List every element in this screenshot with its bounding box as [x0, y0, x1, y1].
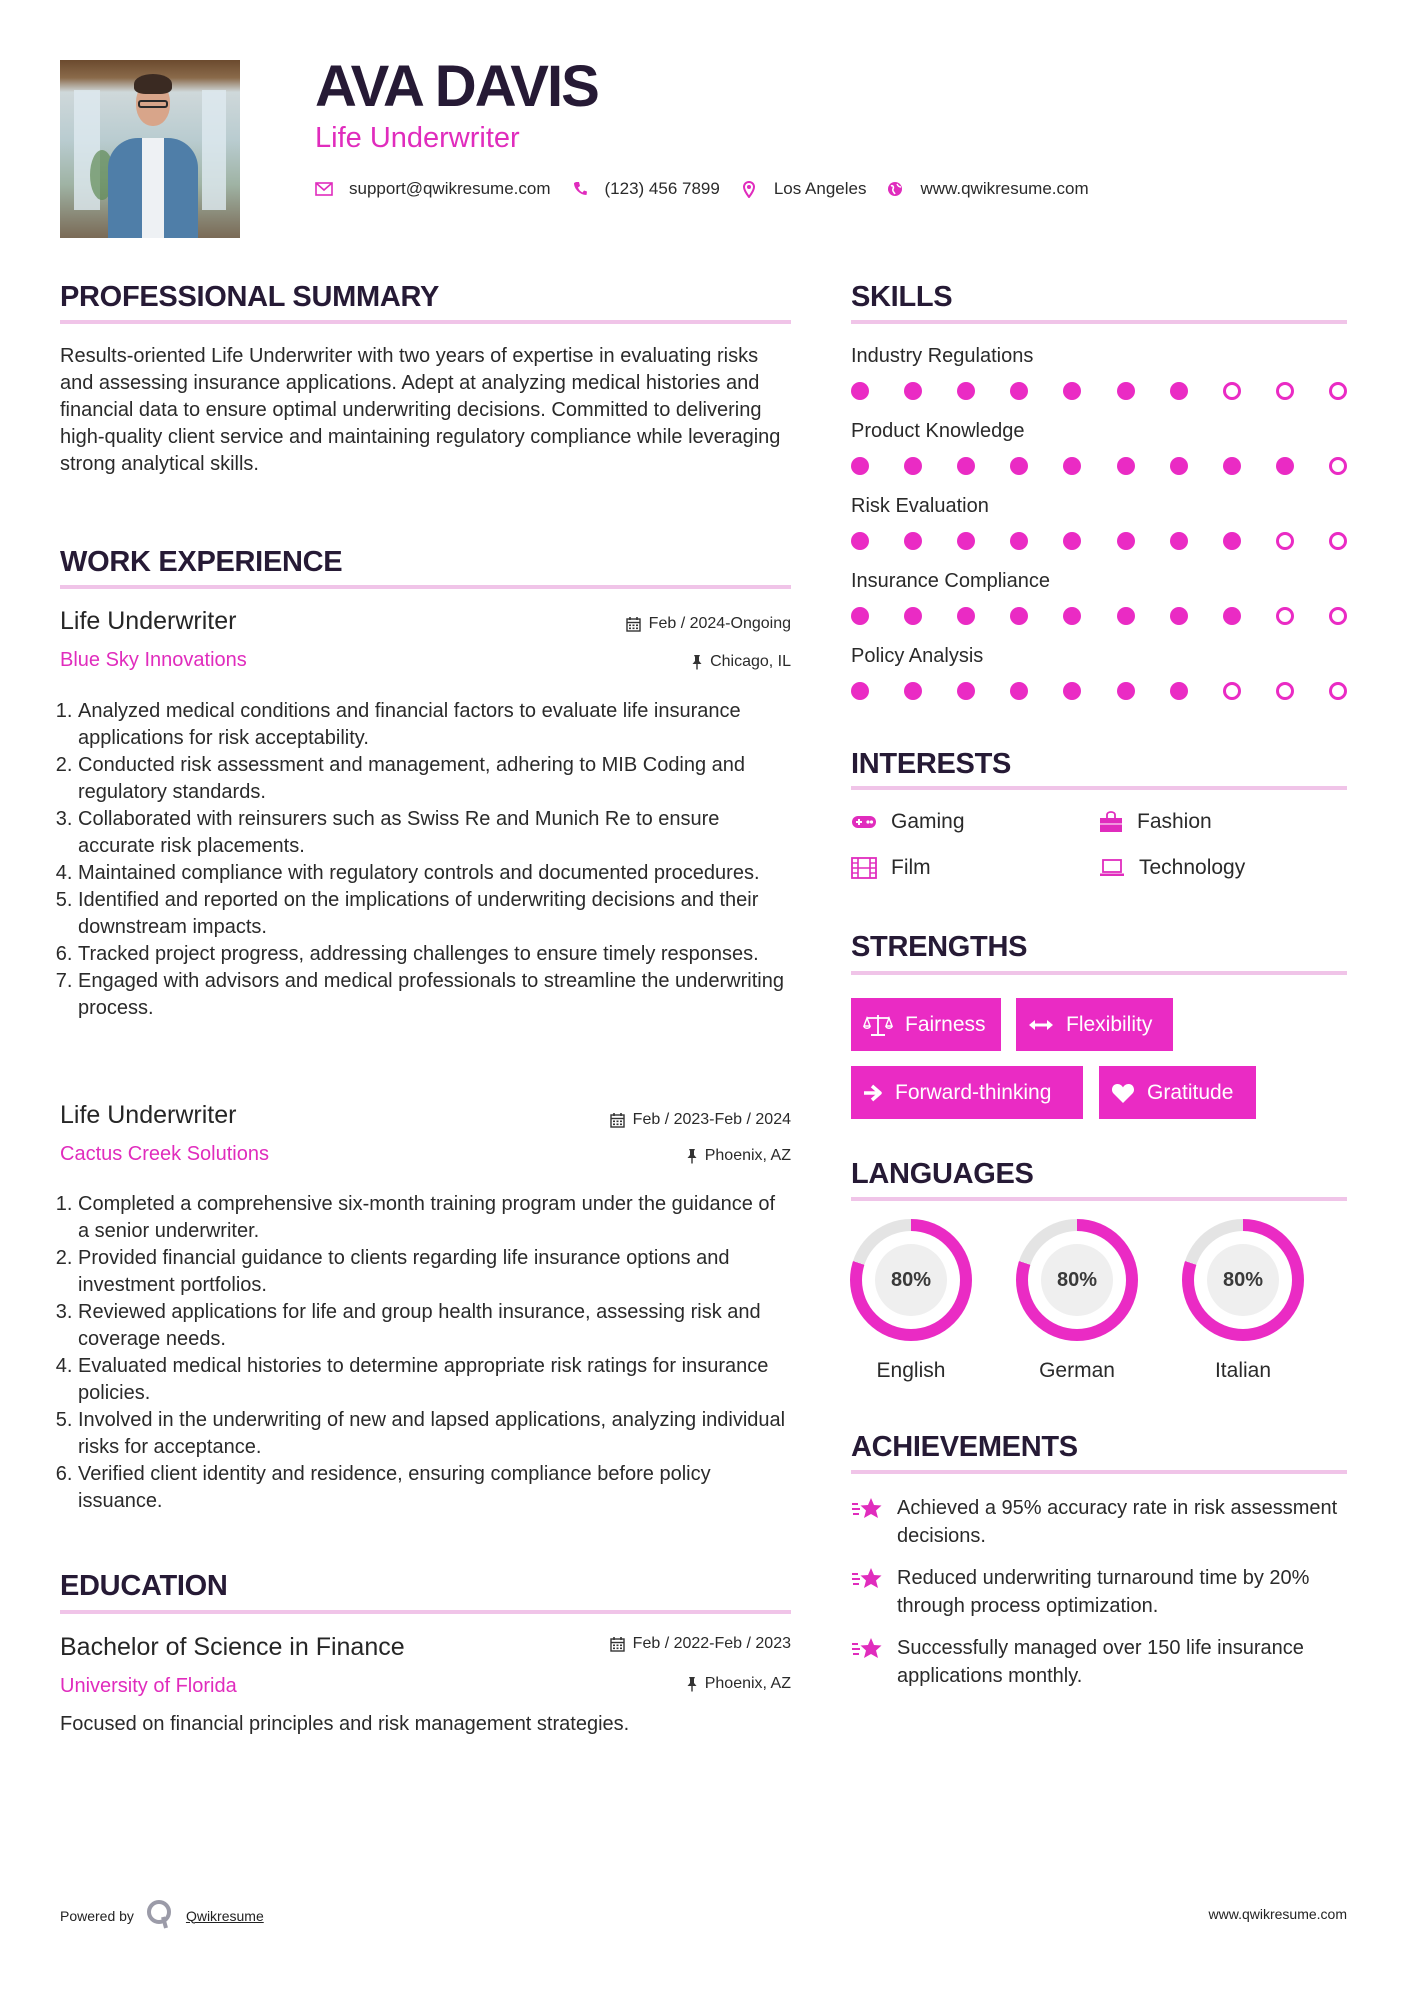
job-entry-2	[60, 1103, 791, 1515]
arrow-right-icon	[863, 1084, 883, 1102]
section-title-skills: SKILLS	[851, 281, 953, 313]
skill-rating	[851, 682, 1347, 700]
interest-gaming	[851, 810, 965, 834]
section-title-achievements: ACHIEVEMENTS	[851, 1431, 1078, 1463]
education-dates-text: Feb / 2022-Feb / 2023	[632, 1635, 791, 1652]
interest-fashion	[1099, 810, 1212, 834]
skill-dot-filled	[851, 607, 869, 625]
skill-rating	[851, 607, 1347, 625]
language-progress-ring	[1016, 1219, 1138, 1341]
interest-label: Gaming	[891, 810, 965, 833]
achievement-item	[851, 1494, 1347, 1550]
skill-name: Industry Regulations	[851, 345, 1034, 367]
section-title-strengths: STRENGTHS	[851, 931, 1028, 963]
interest-label: Film	[891, 856, 931, 879]
strength-tag-forward-thinking	[851, 1066, 1083, 1119]
contact-location-text: Los Angeles	[773, 179, 867, 198]
skill-dot-empty	[1223, 682, 1241, 700]
skill-dot-empty	[1223, 382, 1241, 400]
skill-dot-filled	[851, 532, 869, 550]
contact-bar	[315, 179, 1109, 199]
shooting-star-icon	[851, 1566, 883, 1592]
skill-dot-filled	[1117, 607, 1135, 625]
job-bullet: 2. Conducted risk assessment and management, adhering to MIB Coding and regulatory standards.	[78, 752, 791, 806]
contact-phone-text: (123) 456 7899	[604, 179, 720, 198]
strength-tag-gratitude	[1099, 1066, 1256, 1119]
language-progress-ring	[850, 1219, 972, 1341]
skill-dot-empty	[1276, 607, 1294, 625]
skill-item	[851, 571, 1347, 646]
language-name: English	[876, 1359, 946, 1382]
job-title: Life Underwriter	[60, 607, 237, 635]
summary-text: Results-oriented Life Underwriter with two years of expertise in evaluating risks and assessing insurance applications. Adept at analyzing medical histories and financial data to ensure optimal underwriting decisions. Committed to delivering high-quality client service and maintaining regulatory compliance while leveraging strong analytical skills.	[60, 345, 781, 475]
achievement-item	[851, 1564, 1347, 1620]
section-title-summary: PROFESSIONAL SUMMARY	[60, 281, 440, 313]
skill-dot-filled	[1223, 532, 1241, 550]
strength-tag-fairness	[851, 998, 1001, 1051]
shopping-bag-icon	[1099, 811, 1123, 833]
language-percent: 80%	[875, 1244, 947, 1316]
section-divider	[60, 320, 791, 324]
skill-dot-filled	[904, 382, 922, 400]
achievement-text: Successfully managed over 150 life insurance applications monthly.	[897, 1637, 1304, 1687]
skill-dot-empty	[1276, 382, 1294, 400]
qwikresume-link[interactable]: Qwikresume	[185, 1907, 264, 1924]
skill-name: Product Knowledge	[851, 420, 1025, 442]
skill-dot-empty	[1329, 382, 1347, 400]
section-divider	[851, 786, 1347, 790]
skill-name: Insurance Compliance	[851, 570, 1050, 592]
job-bullets	[60, 1191, 791, 1515]
job-location	[687, 1148, 791, 1164]
section-divider	[60, 585, 791, 589]
job-bullet: 1. Analyzed medical conditions and financial factors to evaluate life insurance applications for risk acceptability.	[78, 698, 791, 752]
skill-dot-filled	[1010, 457, 1028, 475]
section-title-experience: WORK EXPERIENCE	[60, 546, 343, 578]
profile-photo	[60, 60, 240, 238]
section-divider	[851, 1470, 1347, 1474]
company-name: Cactus Creek Solutions	[60, 1143, 269, 1165]
language-italian	[1181, 1219, 1305, 1383]
language-german	[1015, 1219, 1139, 1383]
arrows-horizontal-icon	[1028, 1018, 1054, 1032]
language-progress-ring	[1182, 1219, 1304, 1341]
degree-title: Bachelor of Science in Finance	[60, 1633, 405, 1661]
language-name: German	[1039, 1359, 1115, 1382]
job-location-text: Chicago, IL	[710, 653, 791, 670]
skill-dot-filled	[851, 682, 869, 700]
pushpin-icon	[692, 654, 702, 670]
film-icon	[851, 857, 877, 879]
job-bullets	[60, 698, 791, 1022]
skill-dot-filled	[1063, 457, 1081, 475]
skill-dot-filled	[1063, 382, 1081, 400]
skill-dot-filled	[1170, 682, 1188, 700]
achievements-list	[851, 1494, 1347, 1690]
section-title-education: EDUCATION	[60, 1570, 228, 1602]
contact-email[interactable]	[315, 179, 551, 199]
education-location-text: Phoenix, AZ	[704, 1675, 791, 1692]
company-name: Blue Sky Innovations	[60, 649, 247, 671]
job-bullet: 6. Tracked project progress, addressing challenges to ensure timely responses.	[78, 941, 791, 968]
skill-dot-filled	[957, 457, 975, 475]
language-percent: 80%	[1041, 1244, 1113, 1316]
job-dates	[626, 616, 791, 632]
powered-by-label: Powered by	[60, 1907, 134, 1924]
section-divider	[851, 320, 1347, 324]
skill-dot-filled	[1170, 382, 1188, 400]
job-bullet: 1. Completed a comprehensive six-month training program under the guidance of a senior underwriter.	[78, 1191, 791, 1245]
phone-icon	[571, 180, 589, 198]
envelope-icon	[315, 180, 333, 198]
job-bullet: 3. Reviewed applications for life and group health insurance, assessing risk and coverage needs.	[78, 1299, 791, 1353]
job-dates	[610, 1112, 791, 1128]
contact-phone[interactable]	[571, 179, 720, 199]
job-bullet: 4. Evaluated medical histories to determine appropriate risk ratings for insurance policies.	[78, 1353, 791, 1407]
language-percent: 80%	[1207, 1244, 1279, 1316]
strength-tag-flexibility	[1016, 998, 1173, 1051]
skill-dot-filled	[904, 607, 922, 625]
skill-dot-filled	[1010, 607, 1028, 625]
laptop-icon	[1099, 859, 1125, 877]
skill-dot-filled	[904, 532, 922, 550]
skills-list	[851, 346, 1347, 721]
balance-scale-icon	[863, 1013, 893, 1037]
section-title-languages: LANGUAGES	[851, 1158, 1034, 1190]
education-description: Focused on financial principles and risk management strategies.	[60, 1713, 630, 1735]
skill-dot-filled	[1010, 682, 1028, 700]
job-bullet: 4. Maintained compliance with regulatory controls and documented procedures.	[78, 860, 791, 887]
interest-film	[851, 856, 931, 880]
skill-dot-filled	[1223, 607, 1241, 625]
skill-dot-filled	[1170, 532, 1188, 550]
skill-dot-filled	[1063, 682, 1081, 700]
skill-dot-filled	[1276, 457, 1294, 475]
skill-dot-filled	[1010, 382, 1028, 400]
job-entry-1	[60, 609, 791, 1022]
contact-website[interactable]	[886, 179, 1088, 199]
skill-item	[851, 421, 1347, 496]
skill-dot-filled	[957, 532, 975, 550]
skill-item	[851, 646, 1347, 721]
job-bullet: 3. Collaborated with reinsurers such as Swiss Re and Munich Re to ensure accurate risk placements.	[78, 806, 791, 860]
job-dates-text: Feb / 2023-Feb / 2024	[632, 1111, 791, 1128]
gamepad-icon	[851, 814, 877, 830]
skill-dot-empty	[1329, 607, 1347, 625]
footer-powered-by	[60, 1899, 264, 1932]
calendar-icon	[626, 616, 641, 632]
pushpin-icon	[687, 1148, 697, 1164]
skill-dot-filled	[1117, 682, 1135, 700]
education-location	[687, 1676, 791, 1692]
skill-dot-filled	[851, 382, 869, 400]
calendar-icon	[610, 1636, 625, 1652]
education-dates	[610, 1636, 791, 1652]
job-bullet: 7. Engaged with advisors and medical professionals to streamline the underwriting process.	[78, 968, 791, 1022]
skill-name: Risk Evaluation	[851, 495, 989, 517]
skill-dot-filled	[957, 382, 975, 400]
job-bullet: 6. Verified client identity and residence, ensuring compliance before policy issuance.	[78, 1461, 791, 1515]
skill-dot-filled	[1170, 607, 1188, 625]
skill-dot-filled	[1223, 457, 1241, 475]
skill-dot-empty	[1329, 682, 1347, 700]
skill-dot-filled	[1010, 532, 1028, 550]
strength-label: Flexibility	[1066, 1012, 1153, 1036]
section-divider	[851, 971, 1347, 975]
skill-dot-filled	[904, 457, 922, 475]
school-name: University of Florida	[60, 1675, 237, 1697]
job-title: Life Underwriter	[60, 1101, 237, 1129]
skill-rating	[851, 382, 1347, 400]
job-bullet: 2. Provided financial guidance to clients regarding life insurance options and investment portfolios.	[78, 1245, 791, 1299]
strength-label: Gratitude	[1147, 1080, 1234, 1104]
candidate-role: Life Underwriter	[315, 122, 520, 154]
education-entry	[60, 1635, 791, 1738]
skill-item	[851, 496, 1347, 571]
achievement-text: Achieved a 95% accuracy rate in risk assessment decisions.	[897, 1497, 1338, 1547]
candidate-name: AVA DAVIS	[315, 54, 598, 119]
job-location-text: Phoenix, AZ	[704, 1147, 791, 1164]
skill-dot-empty	[1329, 457, 1347, 475]
section-divider	[851, 1197, 1347, 1201]
skill-dot-filled	[1063, 532, 1081, 550]
strength-label: Fairness	[905, 1012, 986, 1036]
qwikresume-logo-icon	[146, 1899, 174, 1932]
skill-rating	[851, 532, 1347, 550]
section-divider	[60, 1610, 791, 1614]
strength-label: Forward-thinking	[895, 1080, 1052, 1104]
footer-website-link[interactable]: www.qwikresume.com	[1208, 1906, 1347, 1922]
interest-label: Fashion	[1137, 810, 1212, 833]
interest-label: Technology	[1139, 856, 1246, 879]
job-location	[692, 654, 791, 670]
skill-dot-filled	[1170, 457, 1188, 475]
skill-dot-filled	[851, 457, 869, 475]
skill-dot-filled	[904, 682, 922, 700]
language-english	[849, 1219, 973, 1383]
section-title-interests: INTERESTS	[851, 748, 1012, 780]
skill-dot-filled	[957, 607, 975, 625]
skill-dot-filled	[957, 682, 975, 700]
skill-rating	[851, 457, 1347, 475]
language-name: Italian	[1214, 1359, 1272, 1382]
skill-dot-filled	[1117, 532, 1135, 550]
skill-dot-filled	[1063, 607, 1081, 625]
contact-email-text: support@qwikresume.com	[349, 179, 551, 198]
skill-name: Policy Analysis	[851, 645, 984, 667]
skill-dot-empty	[1276, 532, 1294, 550]
job-dates-text: Feb / 2024-Ongoing	[648, 615, 791, 632]
globe-icon	[886, 180, 904, 198]
interest-technology	[1099, 856, 1245, 880]
shooting-star-icon	[851, 1636, 883, 1662]
job-bullet: 5. Identified and reported on the implications of underwriting decisions and their downstream impacts.	[78, 887, 791, 941]
skill-dot-filled	[1117, 457, 1135, 475]
achievement-text: Reduced underwriting turnaround time by 20% through process optimization.	[897, 1567, 1310, 1617]
skill-dot-filled	[1117, 382, 1135, 400]
skill-dot-empty	[1276, 682, 1294, 700]
job-bullet: 5. Involved in the underwriting of new and lapsed applications, analyzing individual risks for acceptance.	[78, 1407, 791, 1461]
map-pin-icon	[740, 180, 758, 198]
contact-location	[740, 179, 867, 199]
skill-item	[851, 346, 1347, 421]
shooting-star-icon	[851, 1496, 883, 1522]
contact-website-text: www.qwikresume.com	[920, 179, 1089, 198]
calendar-icon	[610, 1112, 625, 1128]
skill-dot-empty	[1329, 532, 1347, 550]
heart-icon	[1111, 1082, 1135, 1104]
pushpin-icon	[687, 1676, 697, 1692]
achievement-item	[851, 1634, 1347, 1690]
